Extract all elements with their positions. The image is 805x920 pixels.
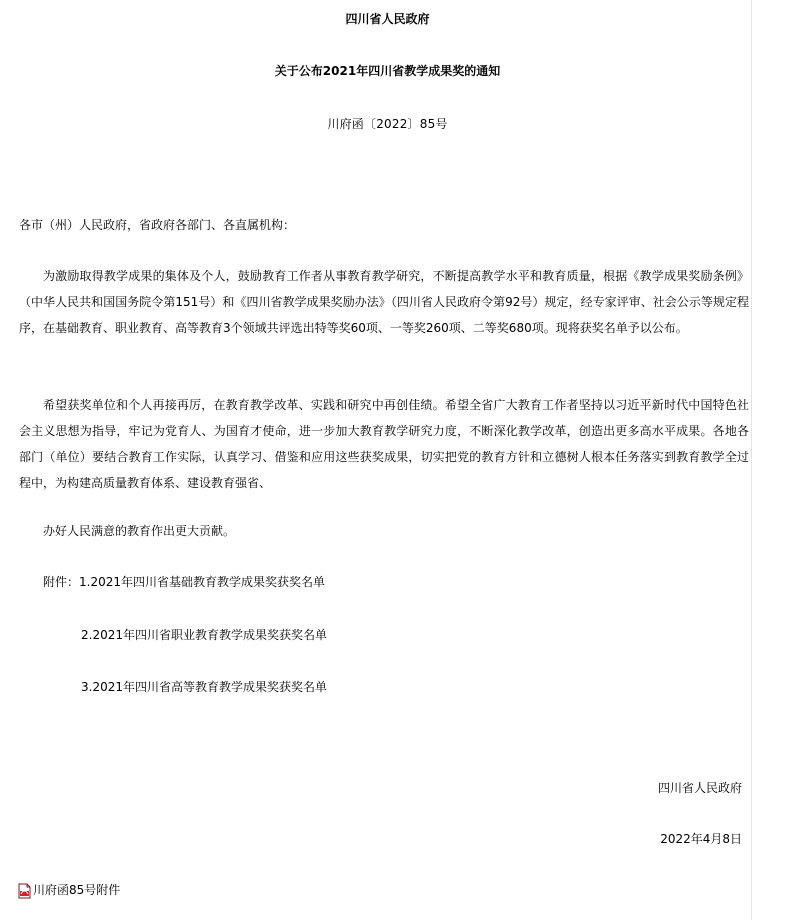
pdf-file-icon	[18, 882, 31, 898]
attachment-item-2: 2.2021年四川省职业教育教学成果奖获奖名单	[81, 628, 327, 642]
issue-date: 2022年4月8日	[660, 832, 742, 846]
document-number: 川府函〔2022〕85号	[327, 117, 448, 131]
attachment-title-1: 1.2021年四川省基础教育教学成果奖获奖名单	[79, 575, 326, 589]
document-title: 关于公布2021年四川省教学成果奖的通知	[274, 64, 501, 78]
attachment-item-3: 3.2021年四川省高等教育教学成果奖获奖名单	[81, 680, 327, 694]
body-paragraph-1: 为激励取得教学成果的集体及个人，鼓励教育工作者从事教育教学研究，不断提高教学水平和教育质量，根据《教学成果奖励条例》（中华人民共和国国务院令第151号）和《四川省教学成果奖励办法》（四川省人民政府令第92号）规定，经专家评审、社会公示等规定程序，在基础教育、职业教育、高等教育3个领域共评选出特等奖60项、一等奖260项、二等奖680项。现将获奖名单予以公布。	[19, 269, 749, 335]
attachment-download-link[interactable]	[18, 877, 120, 903]
attachment-download-label: 川府函85号附件	[33, 883, 121, 897]
addressee-line: 各市（州）人民政府，省政府各部门、各直属机构：	[19, 218, 296, 232]
attachment-item-1	[43, 569, 325, 595]
page-right-border	[751, 0, 752, 920]
issuer-signature: 四川省人民政府	[657, 781, 742, 795]
body-paragraph-3: 办好人民满意的教育作出更大贡献。	[43, 524, 236, 538]
body-paragraph-2: 希望获奖单位和个人再接再厉，在教育教学改革、实践和研究中再创佳绩。希望全省广大教育工作者坚持以习近平新时代中国特色社会主义思想为指导，牢记为党育人、为国育才使命，进一步加大教育教学研究力度，不断深化教学改革，创造出更多高水平成果。各地各部门（单位）要结合教育工作实际，认真学习、借鉴和应用这些获奖成果，切实把党的教育方针和立德树人根本任务落实到教育教学全过程中，为构建高质量教育体系、建设教育强省、	[19, 398, 749, 490]
attachment-label: 附件：	[43, 575, 80, 589]
issuer-heading: 四川省人民政府	[345, 12, 430, 26]
